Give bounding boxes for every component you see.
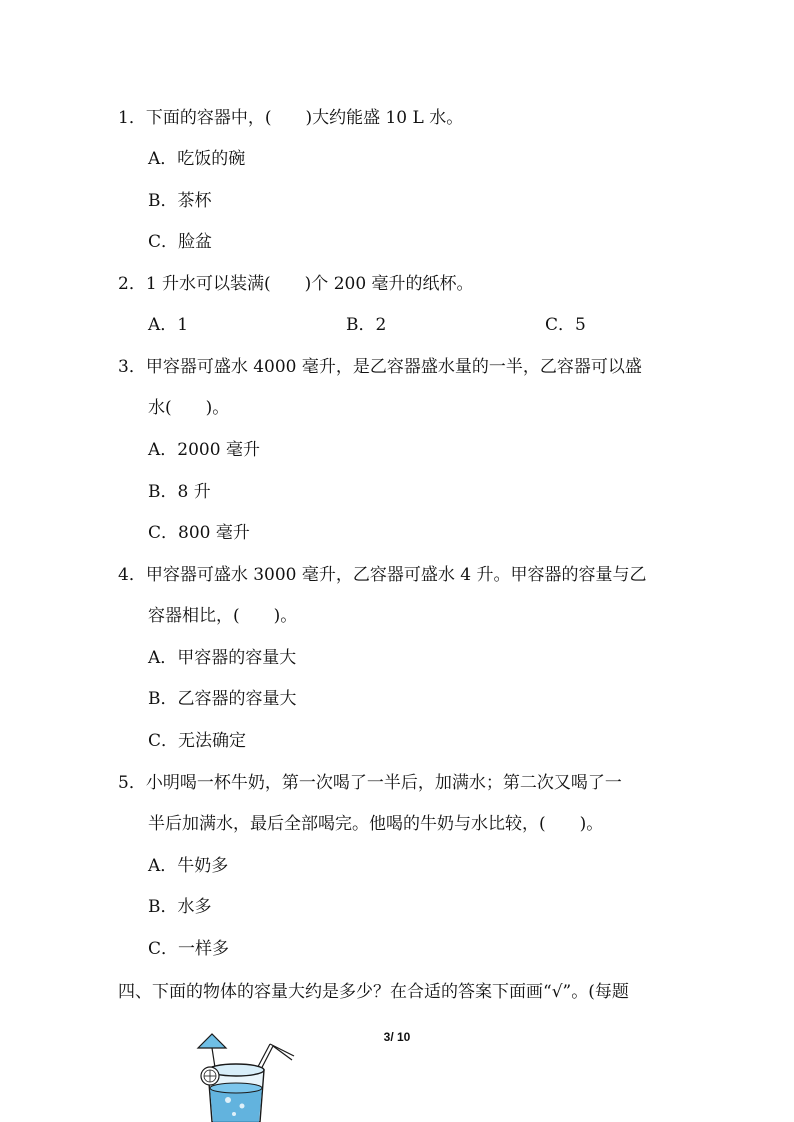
question-4-option-a: A．甲容器的容量大 (148, 648, 297, 668)
question-2-stem: 2．1 升水可以装满( )个 200 毫升的纸杯。 (118, 274, 474, 294)
page-number: 3/ 10 (383, 1030, 411, 1044)
question-1-option-b: B．茶杯 (148, 191, 212, 211)
question-1-option-a: A．吃饭的碗 (148, 149, 246, 169)
question-5-stem-line-1: 5．小明喝一杯牛奶，第一次喝了一半后，加满水；第二次又喝了一 (118, 773, 622, 793)
question-4-option-b: B．乙容器的容量大 (148, 689, 297, 709)
question-4-stem-line-2: 容器相比，( )。 (148, 606, 298, 626)
section-4-heading: 四、下面的物体的容量大约是多少？在合适的答案下面画“√”。(每题 (118, 982, 629, 1002)
drink-glass-icon (190, 1030, 300, 1122)
question-3-option-a: A．2000 毫升 (148, 440, 260, 460)
question-2-option-a: A．1 (148, 315, 189, 335)
question-5-option-b: B．水多 (148, 897, 212, 917)
question-1-stem: 1．下面的容器中，( )大约能盛 10 L 水。 (118, 108, 464, 128)
question-3-option-c: C．800 毫升 (148, 523, 250, 543)
question-5-stem-line-2: 半后加满水，最后全部喝完。他喝的牛奶与水比较，( )。 (148, 814, 604, 834)
question-5-option-c: C．一样多 (148, 939, 230, 959)
question-2-option-b: B．2 (346, 315, 387, 335)
question-3-stem-line-2: 水( )。 (148, 398, 230, 418)
question-4-stem-line-1: 4．甲容器可盛水 3000 毫升，乙容器可盛水 4 升。甲容器的容量与乙 (118, 565, 647, 585)
question-3-option-b: B．8 升 (148, 482, 211, 502)
question-2-option-c: C．5 (545, 315, 586, 335)
question-3-stem-line-1: 3．甲容器可盛水 4000 毫升，是乙容器盛水量的一半，乙容器可以盛 (118, 357, 642, 377)
question-5-option-a: A．牛奶多 (148, 856, 229, 876)
question-1-option-c: C．脸盆 (148, 232, 213, 252)
question-4-option-c: C．无法确定 (148, 731, 247, 751)
